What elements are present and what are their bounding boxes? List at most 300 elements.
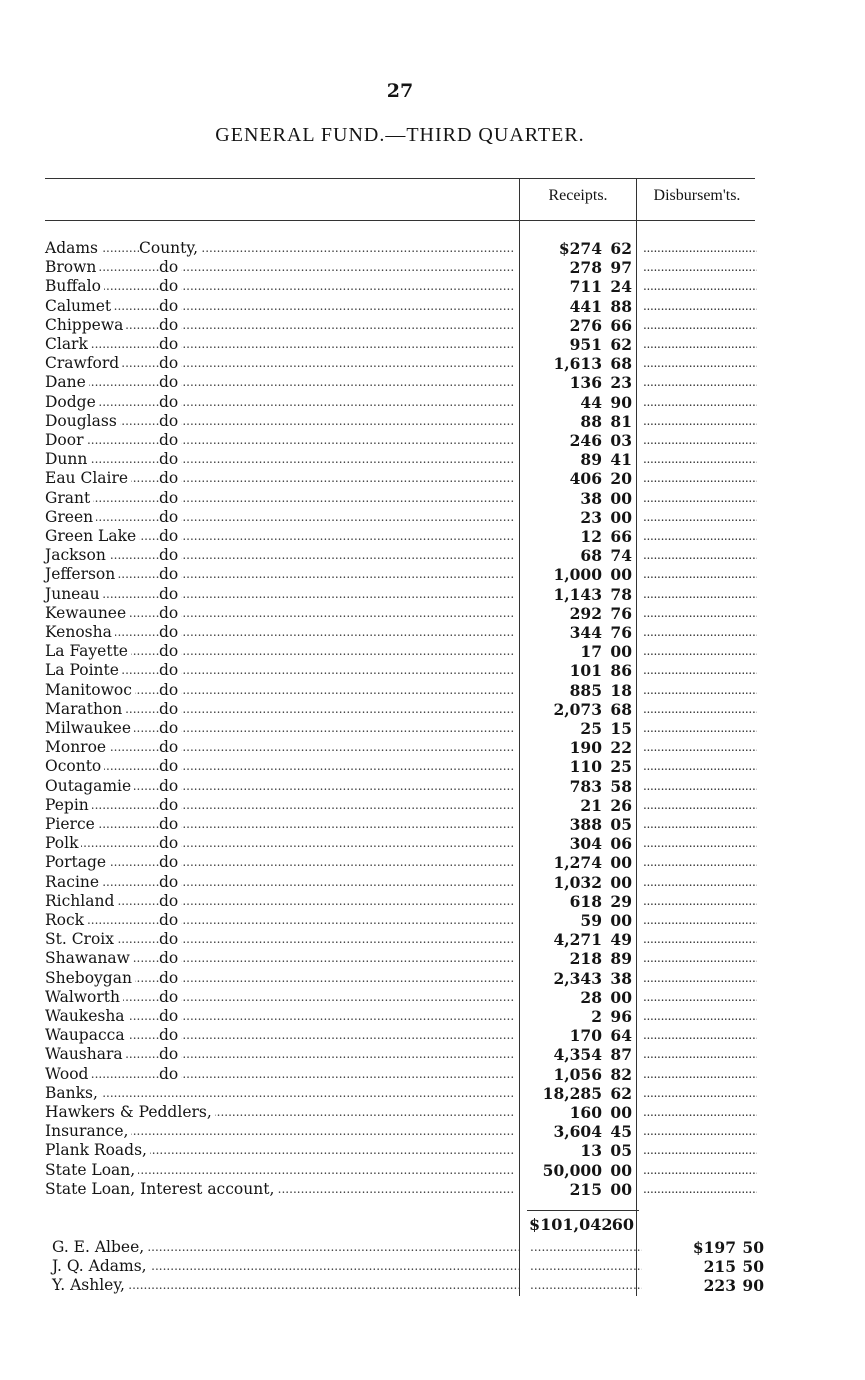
receipt-cents: 96 xyxy=(610,1007,632,1026)
receipt-cents: 22 xyxy=(610,738,632,758)
disbursement-dollars: 215 xyxy=(703,1257,736,1276)
row-label: Pierce xyxy=(45,815,98,834)
receipt-cents: 62 xyxy=(610,1083,632,1103)
disbursement-leader-dots xyxy=(643,373,757,392)
receipt-leader-dots xyxy=(530,1276,642,1295)
row-label: Green Lake xyxy=(45,527,139,546)
leader-dots xyxy=(45,546,515,565)
disbursement-leader-dots xyxy=(643,1180,757,1199)
disbursement-leader-dots xyxy=(643,661,757,680)
row-label: Buffalo xyxy=(45,277,104,296)
ledger-row xyxy=(0,297,865,316)
ledger-row xyxy=(0,873,865,892)
row-label: Chippewa xyxy=(45,316,126,335)
receipt-dollars: 711 xyxy=(569,277,602,297)
receipt-cents: 62 xyxy=(610,239,632,258)
ledger-row xyxy=(0,796,865,815)
receipt-dollars: 59 xyxy=(580,911,602,930)
ledger-row xyxy=(0,335,865,354)
disbursement-leader-dots xyxy=(643,930,757,949)
disbursement-leader-dots xyxy=(643,546,757,565)
row-ditto: do xyxy=(159,815,181,834)
disbursement-dollars: 223 xyxy=(703,1276,736,1295)
row-label: Sheboygan xyxy=(45,969,135,988)
receipt-dollars: 1,274 xyxy=(553,853,602,873)
row-ditto: do xyxy=(159,623,181,642)
row-label: Grant xyxy=(45,489,93,508)
row-ditto: do xyxy=(159,585,181,604)
ledger-row xyxy=(0,527,865,546)
row-ditto: do xyxy=(159,546,181,565)
receipt-dollars: 304 xyxy=(569,834,602,854)
receipt-cents: 00 xyxy=(610,1160,632,1180)
disbursement-leader-dots xyxy=(643,1045,757,1064)
ledger-row xyxy=(0,1161,865,1180)
leader-dots xyxy=(45,508,515,527)
payee-name: Y. Ashley, xyxy=(52,1276,128,1295)
leader-dots xyxy=(45,239,515,258)
receipt-dollars: 4,354 xyxy=(553,1045,602,1065)
ledger-row xyxy=(0,834,865,853)
row-ditto: do xyxy=(159,738,181,757)
disbursement-leader-dots xyxy=(643,642,757,661)
receipt-dollars: 344 xyxy=(569,623,602,642)
receipt-dollars: 1,032 xyxy=(553,872,602,892)
disbursement-leader-dots xyxy=(643,277,757,296)
ledger-row xyxy=(0,757,865,776)
row-label: Oconto xyxy=(45,757,104,776)
row-label: Pepin xyxy=(45,796,92,815)
leader-dots xyxy=(45,258,515,277)
disbursement-leader-dots xyxy=(643,469,757,488)
row-label: Portage xyxy=(45,853,109,872)
receipt-dollars: 23 xyxy=(580,507,602,527)
row-ditto: do xyxy=(159,604,181,623)
disbursement-cents: 90 xyxy=(742,1276,764,1295)
ledger-row xyxy=(0,239,865,258)
row-ditto: do xyxy=(159,258,181,277)
receipt-dollars: 441 xyxy=(569,296,602,316)
disbursement-leader-dots xyxy=(643,681,757,700)
receipt-dollars: 292 xyxy=(569,603,602,623)
disbursement-leader-dots xyxy=(643,873,757,892)
receipt-dollars: 951 xyxy=(569,335,602,354)
ledger-row xyxy=(0,393,865,412)
receipt-cents: 89 xyxy=(610,949,632,969)
ledger-row xyxy=(0,815,865,834)
page-title: GENERAL FUND.—THIRD QUARTER. xyxy=(215,124,585,146)
receipt-dollars: 28 xyxy=(580,987,602,1007)
receipt-leader-dots xyxy=(530,1238,642,1257)
leader-dots xyxy=(45,431,515,450)
row-ditto: do xyxy=(159,527,181,546)
row-label: Monroe xyxy=(45,738,109,757)
receipt-dollars: 44 xyxy=(580,392,602,412)
receipt-dollars: 3,604 xyxy=(553,1122,602,1142)
receipt-cents: 66 xyxy=(610,527,632,546)
row-label: Green xyxy=(45,508,96,527)
ledger-row xyxy=(0,450,865,469)
receipt-dollars: 885 xyxy=(569,680,602,700)
receipt-cents: 78 xyxy=(610,584,632,604)
row-label: Eau Claire xyxy=(45,469,131,488)
row-label: Kenosha xyxy=(45,623,115,642)
row-label: Shawanaw xyxy=(45,949,133,968)
disbursement-leader-dots xyxy=(643,393,757,412)
row-label: State Loan, Interest account, xyxy=(45,1180,277,1199)
receipt-dollars: 1,143 xyxy=(553,584,602,604)
row-ditto: do xyxy=(159,1045,181,1064)
receipt-cents: 74 xyxy=(610,546,632,566)
row-label: Rock xyxy=(45,911,87,930)
ledger-row xyxy=(0,1141,865,1160)
receipt-dollars: 110 xyxy=(569,757,602,777)
ledger-row xyxy=(0,489,865,508)
row-ditto: do xyxy=(159,450,181,469)
ledger-row xyxy=(0,623,865,642)
receipt-dollars: 276 xyxy=(569,315,602,335)
row-label: Kewaunee xyxy=(45,604,129,623)
row-label: Insurance, xyxy=(45,1122,131,1141)
receipt-cents: 00 xyxy=(610,1179,632,1199)
row-ditto: do xyxy=(159,1007,181,1026)
ledger-row xyxy=(0,930,865,949)
receipt-dollars: 246 xyxy=(569,431,602,450)
row-label: Adams xyxy=(45,239,101,258)
leader-dots xyxy=(45,1065,515,1084)
row-ditto: do xyxy=(159,681,181,700)
row-label: Jackson xyxy=(45,546,109,565)
row-ditto: do xyxy=(159,988,181,1007)
ledger-row xyxy=(0,585,865,604)
row-label: Hawkers & Peddlers, xyxy=(45,1103,215,1122)
ledger-row xyxy=(0,258,865,277)
row-ditto: do xyxy=(159,700,181,719)
ledger-row xyxy=(0,1084,865,1103)
row-label: Outagamie xyxy=(45,777,134,796)
ledger-row xyxy=(0,565,865,584)
row-ditto: do xyxy=(159,719,181,738)
receipts-header: Receipts. xyxy=(548,187,608,204)
receipt-dollars: 68 xyxy=(580,546,602,566)
receipt-cents: 24 xyxy=(610,277,632,297)
top-rule xyxy=(45,178,755,179)
receipt-cents: 00 xyxy=(610,987,632,1007)
row-label: Clark xyxy=(45,335,91,354)
row-label: Door xyxy=(45,431,87,450)
ledger-row xyxy=(0,988,865,1007)
receipt-cents: 06 xyxy=(610,834,632,854)
receipt-cents: 88 xyxy=(610,296,632,316)
receipt-cents: 64 xyxy=(610,1026,632,1046)
leader-dots xyxy=(45,796,515,815)
receipt-dollars: 13 xyxy=(580,1141,602,1161)
leader-dots xyxy=(45,450,515,469)
page-number: 27 xyxy=(386,80,414,102)
ledger-row xyxy=(0,949,865,968)
disbursement-row xyxy=(0,1257,865,1276)
receipt-cents: 76 xyxy=(610,603,632,623)
disbursement-leader-dots xyxy=(643,1122,757,1141)
row-ditto: do xyxy=(159,489,181,508)
receipt-dollars: 618 xyxy=(569,891,602,911)
row-label: State Loan, xyxy=(45,1161,138,1180)
row-ditto: do xyxy=(159,661,181,680)
receipt-dollars: 136 xyxy=(569,373,602,393)
receipt-dollars: 215 xyxy=(569,1179,602,1199)
ledger-row xyxy=(0,892,865,911)
disbursement-leader-dots xyxy=(643,853,757,872)
receipt-cents: 45 xyxy=(610,1122,632,1142)
row-label: Walworth xyxy=(45,988,123,1007)
disbursement-leader-dots xyxy=(643,585,757,604)
disbursement-leader-dots xyxy=(643,949,757,968)
row-ditto: do xyxy=(159,930,181,949)
ledger-row xyxy=(0,546,865,565)
receipt-dollars: 218 xyxy=(569,949,602,969)
receipt-dollars: 17 xyxy=(580,642,602,662)
row-label: Racine xyxy=(45,873,102,892)
row-label: Waupacca xyxy=(45,1026,128,1045)
ledger-row xyxy=(0,1122,865,1141)
row-ditto: do xyxy=(159,892,181,911)
disbursement-leader-dots xyxy=(643,1084,757,1103)
disbursement-leader-dots xyxy=(643,604,757,623)
row-ditto: do xyxy=(159,969,181,988)
leader-dots xyxy=(45,277,515,296)
leader-dots xyxy=(45,911,515,930)
receipt-dollars: $274 xyxy=(558,239,602,258)
receipt-cents: 29 xyxy=(610,891,632,911)
disbursement-leader-dots xyxy=(643,527,757,546)
receipt-dollars: 190 xyxy=(569,738,602,758)
ledger-row xyxy=(0,1026,865,1045)
row-label: Banks, xyxy=(45,1084,101,1103)
row-label: Dunn xyxy=(45,450,90,469)
row-ditto: do xyxy=(159,277,181,296)
receipt-cents: 90 xyxy=(610,392,632,412)
ledger-row xyxy=(0,738,865,757)
row-label: Crawford xyxy=(45,354,122,373)
receipt-dollars: 38 xyxy=(580,488,602,508)
row-ditto: do xyxy=(159,642,181,661)
row-label: Manitowoc xyxy=(45,681,135,700)
leader-dots xyxy=(45,738,515,757)
disbursements-header: Disbursem'ts. xyxy=(653,187,741,204)
receipt-cents: 25 xyxy=(610,757,632,777)
disbursement-leader-dots xyxy=(643,316,757,335)
row-ditto: do xyxy=(159,373,181,392)
row-label: La Pointe xyxy=(45,661,122,680)
receipt-cents: 62 xyxy=(610,335,632,354)
row-label: Juneau xyxy=(45,585,103,604)
disbursement-leader-dots xyxy=(643,565,757,584)
row-ditto: do xyxy=(159,508,181,527)
disbursement-leader-dots xyxy=(643,623,757,642)
disbursement-leader-dots xyxy=(643,297,757,316)
receipt-dollars: 101 xyxy=(569,661,602,681)
ledger-row xyxy=(0,1065,865,1084)
disbursement-leader-dots xyxy=(643,412,757,431)
receipt-dollars: 388 xyxy=(569,815,602,834)
receipt-cents: 68 xyxy=(610,354,632,374)
receipt-cents: 03 xyxy=(610,431,632,450)
ledger-row xyxy=(0,719,865,738)
total-dollars: $101,042 xyxy=(529,1215,613,1234)
ledger-row xyxy=(0,373,865,392)
leader-dots xyxy=(45,585,515,604)
receipt-dollars: 160 xyxy=(569,1103,602,1122)
disbursement-leader-dots xyxy=(643,834,757,853)
receipt-dollars: 88 xyxy=(580,411,602,431)
disbursement-leader-dots xyxy=(643,335,757,354)
disbursement-leader-dots xyxy=(643,700,757,719)
receipt-cents: 86 xyxy=(610,661,632,681)
disbursement-dollars: $197 xyxy=(692,1238,736,1257)
ledger-row xyxy=(0,604,865,623)
ledger-row xyxy=(0,853,865,872)
ledger-row xyxy=(0,777,865,796)
disbursement-leader-dots xyxy=(643,1007,757,1026)
receipt-cents: 23 xyxy=(610,373,632,393)
ledger-row xyxy=(0,1180,865,1199)
receipt-dollars: 50,000 xyxy=(542,1160,602,1180)
ledger-row xyxy=(0,316,865,335)
disbursement-leader-dots xyxy=(643,911,757,930)
leader-dots xyxy=(45,873,515,892)
receipt-cents: 18 xyxy=(610,680,632,700)
row-ditto: do xyxy=(159,796,181,815)
receipt-cents: 58 xyxy=(610,776,632,796)
receipt-dollars: 4,271 xyxy=(553,930,602,950)
row-label: Waushara xyxy=(45,1045,126,1064)
payee-name: J. Q. Adams, xyxy=(52,1257,150,1276)
ledger-row xyxy=(0,1103,865,1122)
receipt-cents: 00 xyxy=(610,507,632,527)
row-ditto: do xyxy=(159,431,181,450)
disbursement-cents: 50 xyxy=(742,1238,764,1257)
receipt-cents: 05 xyxy=(610,815,632,834)
disbursement-leader-dots xyxy=(643,815,757,834)
row-label: Douglass xyxy=(45,412,120,431)
ledger-row xyxy=(0,700,865,719)
receipt-cents: 97 xyxy=(610,258,632,278)
leader-dots xyxy=(45,489,515,508)
row-ditto: do xyxy=(159,949,181,968)
receipt-dollars: 278 xyxy=(569,258,602,278)
row-label: Jefferson xyxy=(45,565,118,584)
receipt-cents: 00 xyxy=(610,853,632,873)
receipt-dollars: 1,000 xyxy=(553,565,602,585)
row-ditto: do xyxy=(159,834,181,853)
row-label: Richland xyxy=(45,892,117,911)
row-ditto: do xyxy=(159,393,181,412)
row-label: Waukesha xyxy=(45,1007,128,1026)
row-label: St. Croix xyxy=(45,930,117,949)
disbursement-leader-dots xyxy=(643,738,757,757)
disbursement-leader-dots xyxy=(643,1026,757,1045)
ledger-row xyxy=(0,681,865,700)
disbursement-leader-dots xyxy=(643,757,757,776)
receipt-dollars: 2,343 xyxy=(553,968,602,988)
row-label: Brown xyxy=(45,258,99,277)
receipt-dollars: 21 xyxy=(580,795,602,815)
receipt-dollars: 89 xyxy=(580,450,602,470)
ledger-row xyxy=(0,642,865,661)
leader-dots xyxy=(45,393,515,412)
disbursement-leader-dots xyxy=(643,1103,757,1122)
row-label: Dodge xyxy=(45,393,99,412)
total-rule xyxy=(527,1210,639,1211)
receipt-cents: 76 xyxy=(610,623,632,642)
ledger-row xyxy=(0,911,865,930)
receipt-cents: 81 xyxy=(610,411,632,431)
receipt-cents: 26 xyxy=(610,795,632,815)
receipt-cents: 05 xyxy=(610,1141,632,1161)
row-ditto: County, xyxy=(139,239,201,258)
receipt-cents: 41 xyxy=(610,450,632,470)
row-ditto: do xyxy=(159,757,181,776)
disbursement-leader-dots xyxy=(643,450,757,469)
receipt-cents: 15 xyxy=(610,719,632,738)
ledger-row xyxy=(0,969,865,988)
receipt-cents: 00 xyxy=(610,1103,632,1122)
total-cents: 60 xyxy=(611,1215,634,1234)
disbursement-leader-dots xyxy=(643,1141,757,1160)
receipt-cents: 00 xyxy=(610,565,632,585)
row-ditto: do xyxy=(159,1026,181,1045)
row-ditto: do xyxy=(159,777,181,796)
receipt-cents: 20 xyxy=(610,469,632,489)
receipt-cents: 00 xyxy=(610,488,632,508)
leader-dots xyxy=(45,335,515,354)
receipt-cents: 00 xyxy=(610,911,632,930)
leader-dots xyxy=(45,834,515,853)
ledger-row xyxy=(0,1045,865,1064)
row-label: Wood xyxy=(45,1065,91,1084)
ledger-row xyxy=(0,661,865,680)
row-ditto: do xyxy=(159,412,181,431)
row-ditto: do xyxy=(159,873,181,892)
row-label: Polk xyxy=(45,834,81,853)
receipt-dollars: 25 xyxy=(580,719,602,738)
receipt-dollars: 1,056 xyxy=(553,1064,602,1084)
leader-dots xyxy=(45,853,515,872)
disbursement-row xyxy=(0,1238,865,1257)
row-ditto: do xyxy=(159,297,181,316)
receipt-dollars: 783 xyxy=(569,776,602,796)
receipt-dollars: 12 xyxy=(580,527,602,546)
receipt-cents: 00 xyxy=(610,872,632,892)
receipt-cents: 82 xyxy=(610,1064,632,1084)
row-ditto: do xyxy=(159,354,181,373)
receipt-cents: 68 xyxy=(610,699,632,719)
disbursement-leader-dots xyxy=(643,719,757,738)
disbursement-leader-dots xyxy=(643,796,757,815)
leader-dots xyxy=(45,373,515,392)
disbursement-leader-dots xyxy=(643,354,757,373)
receipt-dollars: 2,073 xyxy=(553,699,602,719)
row-label: Plank Roads, xyxy=(45,1141,150,1160)
row-ditto: do xyxy=(159,853,181,872)
disbursement-leader-dots xyxy=(643,431,757,450)
receipt-dollars: 18,285 xyxy=(542,1083,602,1103)
ledger-row xyxy=(0,354,865,373)
row-ditto: do xyxy=(159,469,181,488)
disbursement-cents: 50 xyxy=(742,1257,764,1276)
ledger-row xyxy=(0,412,865,431)
row-ditto: do xyxy=(159,911,181,930)
